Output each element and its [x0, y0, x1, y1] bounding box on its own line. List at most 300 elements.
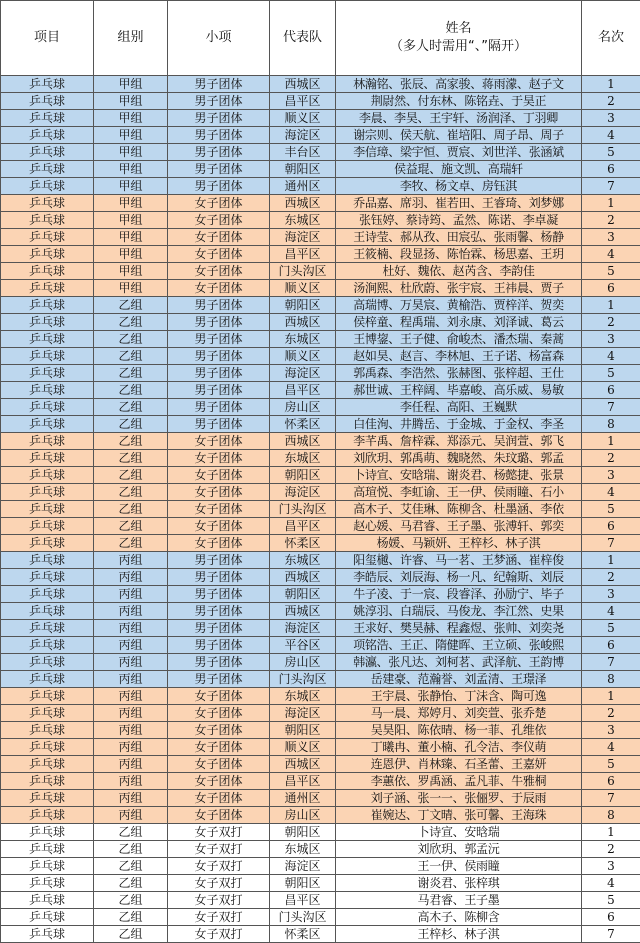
cell-rank: 1: [582, 824, 640, 841]
cell-rank: 6: [582, 382, 640, 399]
cell-event: 乒乓球: [1, 603, 94, 620]
cell-team: 通州区: [270, 790, 336, 807]
cell-event: 乒乓球: [1, 297, 94, 314]
cell-names: 侯益琨、施文凯、高瑞轩: [336, 161, 582, 178]
cell-event: 乒乓球: [1, 161, 94, 178]
cell-group: 乙组: [94, 926, 168, 943]
cell-names: 王一伊、侯雨瞳: [336, 858, 582, 875]
cell-event: 乒乓球: [1, 314, 94, 331]
cell-team: 怀柔区: [270, 535, 336, 552]
cell-team: 朝阳区: [270, 161, 336, 178]
cell-team: 昌平区: [270, 246, 336, 263]
cell-team: 西城区: [270, 195, 336, 212]
cell-group: 甲组: [94, 76, 168, 93]
cell-names: 赵如昊、赵言、李林旭、王子诺、杨富森: [336, 348, 582, 365]
cell-sub-event: 女子团体: [168, 433, 270, 450]
table-row: [1, 93, 640, 110]
cell-names: 刘欣玥、郭禹萌、魏晓然、朱玟璐、郭孟: [336, 450, 582, 467]
cell-rank: 2: [582, 314, 640, 331]
cell-sub-event: 男子团体: [168, 76, 270, 93]
cell-group: 丙组: [94, 586, 168, 603]
cell-group: 甲组: [94, 212, 168, 229]
cell-rank: 2: [582, 450, 640, 467]
cell-event: 乒乓球: [1, 229, 94, 246]
cell-team: 东城区: [270, 331, 336, 348]
cell-names: 卜诗宣、安晗瑞、谢炎君、杨懿捷、张景: [336, 467, 582, 484]
cell-rank: 1: [582, 552, 640, 569]
cell-names: 高木子、艾佳琳、陈柳含、杜墨涵、李依: [336, 501, 582, 518]
cell-group: 乙组: [94, 467, 168, 484]
cell-sub-event: 男子团体: [168, 620, 270, 637]
table-body: [1, 76, 640, 943]
cell-sub-event: 男子团体: [168, 399, 270, 416]
cell-sub-event: 男子团体: [168, 671, 270, 688]
table-row: [1, 518, 640, 535]
cell-rank: 4: [582, 348, 640, 365]
cell-group: 甲组: [94, 93, 168, 110]
cell-sub-event: 女子双打: [168, 909, 270, 926]
cell-names: 李任程、高阳、王巍默: [336, 399, 582, 416]
cell-sub-event: 男子团体: [168, 93, 270, 110]
cell-names: 姚淳羽、白瑞辰、马俊龙、李江然、史果: [336, 603, 582, 620]
cell-rank: 2: [582, 705, 640, 722]
cell-event: 乒乓球: [1, 110, 94, 127]
cell-group: 甲组: [94, 263, 168, 280]
cell-rank: 6: [582, 637, 640, 654]
cell-names: 张钰婷、蔡诗筠、孟然、陈诺、李卓凝: [336, 212, 582, 229]
table-row: [1, 127, 640, 144]
header-group: 组别: [94, 1, 168, 76]
cell-group: 乙组: [94, 484, 168, 501]
cell-rank: 7: [582, 178, 640, 195]
cell-event: 乒乓球: [1, 892, 94, 909]
cell-names: 林瀚铭、张辰、高家骏、蒋雨濛、赵子文: [336, 76, 582, 93]
cell-group: 丙组: [94, 807, 168, 824]
cell-rank: 3: [582, 722, 640, 739]
cell-rank: 6: [582, 909, 640, 926]
table-row: [1, 739, 640, 756]
cell-sub-event: 男子团体: [168, 569, 270, 586]
table-row: [1, 450, 640, 467]
cell-rank: 6: [582, 518, 640, 535]
cell-names: 王求好、樊昊赫、程鑫煜、张帅、刘奕尧: [336, 620, 582, 637]
cell-group: 乙组: [94, 892, 168, 909]
cell-group: 甲组: [94, 178, 168, 195]
cell-names: 李牧、杨文卓、房钰淇: [336, 178, 582, 195]
cell-event: 乒乓球: [1, 586, 94, 603]
cell-names: 阳玺樾、许睿、马一茗、王梦涵、崔梓俊: [336, 552, 582, 569]
cell-names: 王宇晨、张静怡、丁沫含、陶可逸: [336, 688, 582, 705]
cell-rank: 2: [582, 841, 640, 858]
table-row: [1, 535, 640, 552]
cell-names: 马一晨、郑婷月、刘奕萱、张乔楚: [336, 705, 582, 722]
cell-sub-event: 男子团体: [168, 127, 270, 144]
cell-rank: 5: [582, 892, 640, 909]
table-row: [1, 263, 640, 280]
table-row: [1, 705, 640, 722]
cell-team: 朝阳区: [270, 297, 336, 314]
cell-names: 王梓杉、林子淇: [336, 926, 582, 943]
cell-event: 乒乓球: [1, 484, 94, 501]
cell-team: 西城区: [270, 314, 336, 331]
cell-names: 谢宗则、侯天航、崔培阳、周子昂、周子: [336, 127, 582, 144]
cell-group: 乙组: [94, 433, 168, 450]
cell-names: 郭禹森、李浩然、张赫图、张梓超、王仕: [336, 365, 582, 382]
cell-team: 昌平区: [270, 892, 336, 909]
cell-sub-event: 男子团体: [168, 654, 270, 671]
table-row: [1, 382, 640, 399]
cell-names: 吴昊阳、陈依晴、杨一菲、孔维依: [336, 722, 582, 739]
cell-sub-event: 男子团体: [168, 161, 270, 178]
cell-rank: 6: [582, 773, 640, 790]
cell-event: 乒乓球: [1, 756, 94, 773]
cell-team: 顺义区: [270, 280, 336, 297]
cell-rank: 7: [582, 535, 640, 552]
cell-sub-event: 女子团体: [168, 501, 270, 518]
table-row: [1, 841, 640, 858]
table-row: [1, 858, 640, 875]
cell-rank: 6: [582, 280, 640, 297]
table-row: [1, 790, 640, 807]
cell-team: 西城区: [270, 76, 336, 93]
cell-sub-event: 女子团体: [168, 705, 270, 722]
table-row: [1, 501, 640, 518]
cell-rank: 3: [582, 110, 640, 127]
cell-sub-event: 女子团体: [168, 535, 270, 552]
cell-event: 乒乓球: [1, 705, 94, 722]
cell-event: 乒乓球: [1, 450, 94, 467]
cell-group: 甲组: [94, 161, 168, 178]
cell-event: 乒乓球: [1, 569, 94, 586]
cell-names: 荆尉然、付东林、陈铭垚、于昊正: [336, 93, 582, 110]
cell-sub-event: 男子团体: [168, 586, 270, 603]
table-row: [1, 603, 640, 620]
cell-group: 甲组: [94, 110, 168, 127]
cell-team: 西城区: [270, 569, 336, 586]
cell-rank: 1: [582, 76, 640, 93]
cell-team: 海淀区: [270, 484, 336, 501]
table-row: [1, 688, 640, 705]
cell-event: 乒乓球: [1, 722, 94, 739]
cell-sub-event: 女子团体: [168, 518, 270, 535]
cell-group: 丙组: [94, 620, 168, 637]
cell-team: 昌平区: [270, 773, 336, 790]
cell-names: 李皓辰、刘辰海、杨一凡、纪翰斯、刘辰: [336, 569, 582, 586]
table-row: [1, 331, 640, 348]
cell-team: 昌平区: [270, 382, 336, 399]
cell-sub-event: 男子团体: [168, 552, 270, 569]
header-event: 项目: [1, 1, 94, 76]
header-sub-event: 小项: [168, 1, 270, 76]
header-names-note: （多人时需用“、”隔开）: [336, 38, 581, 56]
cell-rank: 1: [582, 433, 640, 450]
cell-sub-event: 男子团体: [168, 331, 270, 348]
cell-event: 乒乓球: [1, 365, 94, 382]
cell-sub-event: 女子团体: [168, 263, 270, 280]
cell-team: 朝阳区: [270, 722, 336, 739]
cell-event: 乒乓球: [1, 399, 94, 416]
cell-rank: 7: [582, 790, 640, 807]
cell-team: 顺义区: [270, 110, 336, 127]
cell-names: 谢炎君、张梓琪: [336, 875, 582, 892]
cell-sub-event: 男子团体: [168, 416, 270, 433]
cell-rank: 8: [582, 416, 640, 433]
cell-sub-event: 女子团体: [168, 807, 270, 824]
cell-names: 高木子、陈柳含: [336, 909, 582, 926]
header-row: [1, 1, 640, 76]
cell-team: 昌平区: [270, 93, 336, 110]
table-row: [1, 637, 640, 654]
cell-group: 丙组: [94, 756, 168, 773]
cell-team: 门头沟区: [270, 501, 336, 518]
cell-rank: 4: [582, 603, 640, 620]
cell-event: 乒乓球: [1, 93, 94, 110]
cell-sub-event: 男子团体: [168, 348, 270, 365]
cell-event: 乒乓球: [1, 875, 94, 892]
cell-event: 乒乓球: [1, 195, 94, 212]
cell-rank: 4: [582, 246, 640, 263]
table-row: [1, 467, 640, 484]
cell-team: 昌平区: [270, 518, 336, 535]
cell-sub-event: 女子双打: [168, 841, 270, 858]
cell-sub-event: 女子团体: [168, 722, 270, 739]
cell-group: 丙组: [94, 569, 168, 586]
cell-sub-event: 女子双打: [168, 892, 270, 909]
cell-group: 乙组: [94, 518, 168, 535]
table-row: [1, 773, 640, 790]
cell-team: 朝阳区: [270, 875, 336, 892]
table-row: [1, 195, 640, 212]
cell-rank: 2: [582, 212, 640, 229]
cell-names: 李蕙依、罗禹涵、孟凡菲、牛雅桐: [336, 773, 582, 790]
cell-event: 乒乓球: [1, 637, 94, 654]
cell-names: 韩瀛、张凡达、刘柯茗、武泽航、王韵博: [336, 654, 582, 671]
cell-names: 高瑞博、万昊宸、黄榆浩、贾梓洋、贺奕: [336, 297, 582, 314]
cell-sub-event: 男子团体: [168, 144, 270, 161]
table-row: [1, 229, 640, 246]
cell-event: 乒乓球: [1, 688, 94, 705]
table-row: [1, 824, 640, 841]
cell-group: 乙组: [94, 841, 168, 858]
table-row: [1, 926, 640, 943]
cell-event: 乒乓球: [1, 654, 94, 671]
cell-group: 甲组: [94, 144, 168, 161]
table-row: [1, 807, 640, 824]
table-row: [1, 484, 640, 501]
header-names-title: 姓名: [336, 20, 581, 38]
cell-sub-event: 女子团体: [168, 790, 270, 807]
cell-event: 乒乓球: [1, 280, 94, 297]
cell-group: 乙组: [94, 450, 168, 467]
cell-event: 乒乓球: [1, 739, 94, 756]
cell-team: 西城区: [270, 433, 336, 450]
cell-team: 海淀区: [270, 705, 336, 722]
cell-rank: 4: [582, 739, 640, 756]
cell-names: 郝世诚、王梓阔、毕嘉峻、高乐威、易敏: [336, 382, 582, 399]
cell-team: 海淀区: [270, 620, 336, 637]
cell-names: 崔婉达、丁文晴、张可馨、王海珠: [336, 807, 582, 824]
cell-names: 卜诗宣、安晗瑞: [336, 824, 582, 841]
cell-event: 乒乓球: [1, 773, 94, 790]
cell-event: 乒乓球: [1, 535, 94, 552]
cell-team: 门头沟区: [270, 909, 336, 926]
table-row: [1, 110, 640, 127]
cell-group: 甲组: [94, 280, 168, 297]
cell-team: 平谷区: [270, 637, 336, 654]
cell-group: 乙组: [94, 909, 168, 926]
cell-group: 乙组: [94, 399, 168, 416]
cell-team: 东城区: [270, 841, 336, 858]
cell-team: 朝阳区: [270, 824, 336, 841]
cell-sub-event: 女子团体: [168, 212, 270, 229]
cell-sub-event: 女子双打: [168, 875, 270, 892]
cell-team: 丰台区: [270, 144, 336, 161]
cell-names: 李芊禹、詹梓霖、郑添元、吴润萱、郭飞: [336, 433, 582, 450]
cell-team: 东城区: [270, 450, 336, 467]
cell-team: 海淀区: [270, 365, 336, 382]
cell-group: 乙组: [94, 314, 168, 331]
cell-rank: 3: [582, 229, 640, 246]
cell-names: 侯梓童、程禹瑞、刘永康、刘泽诚、葛云: [336, 314, 582, 331]
cell-sub-event: 女子双打: [168, 824, 270, 841]
cell-rank: 5: [582, 501, 640, 518]
cell-team: 朝阳区: [270, 467, 336, 484]
cell-team: 顺义区: [270, 348, 336, 365]
cell-team: 西城区: [270, 756, 336, 773]
cell-event: 乒乓球: [1, 858, 94, 875]
cell-sub-event: 男子团体: [168, 382, 270, 399]
table-row: [1, 875, 640, 892]
table-row: [1, 909, 640, 926]
cell-rank: 3: [582, 331, 640, 348]
cell-sub-event: 女子团体: [168, 688, 270, 705]
cell-rank: 1: [582, 195, 640, 212]
table-row: [1, 416, 640, 433]
cell-group: 乙组: [94, 824, 168, 841]
cell-event: 乒乓球: [1, 433, 94, 450]
table-row: [1, 654, 640, 671]
cell-names: 汤涧熙、杜欣蔚、张宇宸、王祎晨、贾子: [336, 280, 582, 297]
cell-group: 乙组: [94, 858, 168, 875]
cell-names: 白佳洵、井腾岳、于金城、于金权、李圣: [336, 416, 582, 433]
cell-group: 乙组: [94, 365, 168, 382]
cell-names: 丁曦冉、董小楠、孔令洁、李仪萌: [336, 739, 582, 756]
cell-names: 项铭浩、王正、隋健晖、王立硕、张峻熙: [336, 637, 582, 654]
cell-sub-event: 女子双打: [168, 858, 270, 875]
cell-rank: 4: [582, 484, 640, 501]
table-row: [1, 314, 640, 331]
cell-rank: 8: [582, 807, 640, 824]
table-row: [1, 569, 640, 586]
table-row: [1, 399, 640, 416]
cell-team: 东城区: [270, 688, 336, 705]
cell-team: 东城区: [270, 552, 336, 569]
cell-event: 乒乓球: [1, 807, 94, 824]
cell-group: 乙组: [94, 331, 168, 348]
cell-team: 海淀区: [270, 229, 336, 246]
cell-group: 丙组: [94, 739, 168, 756]
cell-event: 乒乓球: [1, 382, 94, 399]
cell-group: 丙组: [94, 637, 168, 654]
cell-group: 甲组: [94, 127, 168, 144]
cell-team: 朝阳区: [270, 586, 336, 603]
cell-sub-event: 女子团体: [168, 280, 270, 297]
cell-group: 乙组: [94, 535, 168, 552]
cell-names: 牛子凌、于一宸、段睿泽、孙励宁、毕子: [336, 586, 582, 603]
cell-group: 丙组: [94, 790, 168, 807]
cell-event: 乒乓球: [1, 178, 94, 195]
cell-event: 乒乓球: [1, 331, 94, 348]
table-row: [1, 144, 640, 161]
table-row: [1, 586, 640, 603]
table-row: [1, 178, 640, 195]
table-row: [1, 280, 640, 297]
cell-names: 李晨、李昊、王宇轩、汤润泽、丁羽卿: [336, 110, 582, 127]
cell-event: 乒乓球: [1, 909, 94, 926]
table-row: [1, 552, 640, 569]
cell-rank: 8: [582, 671, 640, 688]
cell-names: 刘子涵、张一一、张俪罗、于辰雨: [336, 790, 582, 807]
cell-team: 怀柔区: [270, 926, 336, 943]
cell-names: 高瑄悦、李虹谕、王一伊、侯雨瞳、石小: [336, 484, 582, 501]
cell-team: 门头沟区: [270, 263, 336, 280]
cell-event: 乒乓球: [1, 348, 94, 365]
cell-group: 丙组: [94, 552, 168, 569]
cell-sub-event: 男子团体: [168, 178, 270, 195]
cell-group: 丙组: [94, 688, 168, 705]
cell-event: 乒乓球: [1, 501, 94, 518]
cell-names: 李信璋、梁宇恒、贾宸、刘世洋、张涵斌: [336, 144, 582, 161]
cell-group: 乙组: [94, 382, 168, 399]
header-rank: 名次: [582, 1, 640, 76]
table-row: [1, 620, 640, 637]
cell-event: 乒乓球: [1, 212, 94, 229]
cell-group: 乙组: [94, 348, 168, 365]
cell-group: 丙组: [94, 671, 168, 688]
table-row: [1, 348, 640, 365]
cell-sub-event: 女子团体: [168, 467, 270, 484]
cell-rank: 5: [582, 620, 640, 637]
table-row: [1, 161, 640, 178]
cell-group: 乙组: [94, 416, 168, 433]
cell-rank: 7: [582, 926, 640, 943]
cell-event: 乒乓球: [1, 824, 94, 841]
cell-event: 乒乓球: [1, 926, 94, 943]
cell-sub-event: 女子团体: [168, 246, 270, 263]
cell-event: 乒乓球: [1, 127, 94, 144]
cell-sub-event: 女子团体: [168, 739, 270, 756]
cell-event: 乒乓球: [1, 467, 94, 484]
cell-rank: 1: [582, 688, 640, 705]
table-row: [1, 76, 640, 93]
cell-rank: 3: [582, 586, 640, 603]
cell-event: 乒乓球: [1, 790, 94, 807]
cell-names: 杨媛、马颖妍、王梓杉、林子淇: [336, 535, 582, 552]
cell-names: 马君睿、王子墨: [336, 892, 582, 909]
cell-team: 海淀区: [270, 858, 336, 875]
cell-sub-event: 男子团体: [168, 110, 270, 127]
cell-names: 赵心媛、马君睿、王子墨、张溥轩、郭奕: [336, 518, 582, 535]
table-row: [1, 756, 640, 773]
cell-rank: 6: [582, 161, 640, 178]
cell-names: 连恩伊、肖林臻、石圣蕾、王嘉妍: [336, 756, 582, 773]
header-names: [336, 1, 582, 76]
cell-team: 房山区: [270, 807, 336, 824]
cell-sub-event: 男子团体: [168, 297, 270, 314]
cell-names: 刘欣玥、郭孟沅: [336, 841, 582, 858]
cell-rank: 5: [582, 263, 640, 280]
cell-sub-event: 男子团体: [168, 637, 270, 654]
